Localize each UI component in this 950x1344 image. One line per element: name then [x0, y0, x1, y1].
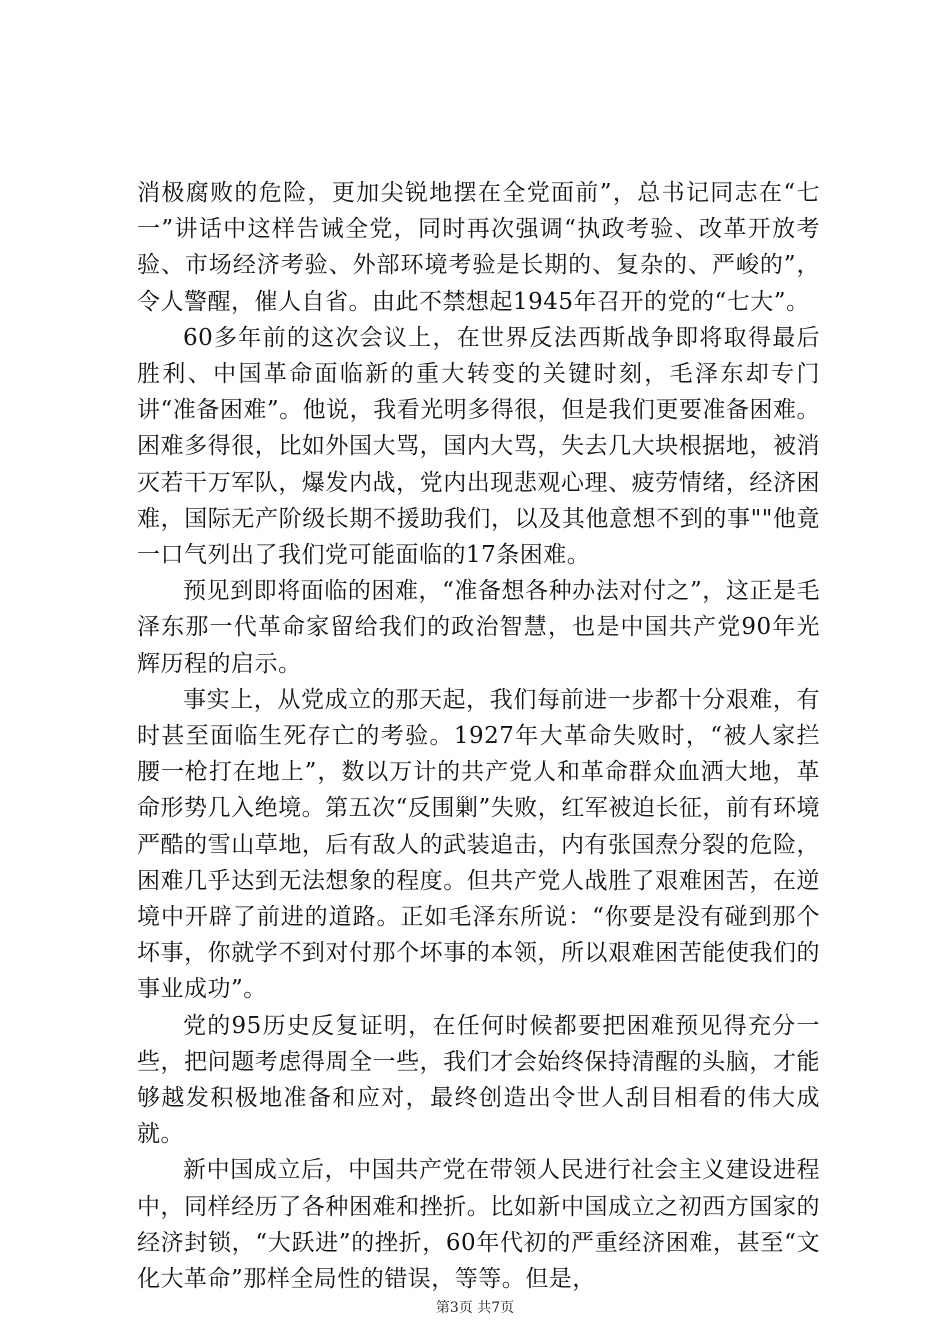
page-number-footer: 第3页 共7页 [435, 1300, 515, 1316]
paragraph: 60多年前的这次会议上，在世界反法西斯战争即将取得最后胜利、中国革命面临新的重大转变的关键时刻，毛泽东却专门讲“准备困难”。他说，我看光明多得很，但是我们更要准备困难。困难多得很，比如外国大骂，国内大骂，失去几大块根据地，被消灭若干万军队，爆发内战，党内出现悲观心理、疲劳情绪，经济困难，国际无产阶级长期不援助我们，以及其他意想不到的事""他竟一口气列出了我们党可能面临的17条困难。 [137, 324, 820, 569]
paragraph: 新中国成立后，中国共产党在带领人民进行社会主义建设进程中，同样经历了各种困难和挫折。比如新中国成立之初西方国家的经济封锁，“大跃进”的挫折，60年代初的严重经济困难，甚至“文化大革命”那样全局性的错误，等等。但是， [137, 1157, 820, 1293]
paragraph: 事实上，从党成立的那天起，我们每前进一步都十分艰难，有时甚至面临生死存亡的考验。1927年大革命失败时，“被人家拦腰一枪打在地上”，数以万计的共产党人和革命群众血洒大地，革命形势几入绝境。第五次“反围剿”失败，红军被迫长征，前有环境严酷的雪山草地，后有敌人的武装追击，内有张国焘分裂的危险，困难几乎达到无法想象的程度。但共产党人战胜了艰难困苦，在逆境中开辟了前进的道路。正如毛泽东所说：“你要是没有碰到那个坏事，你就学不到对付那个坏事的本领，所以艰难困苦能使我们的事业成功”。 [137, 686, 820, 1003]
paragraph: 党的95历史反复证明，在任何时候都要把困难预见得充分一些，把问题考虑得周全一些，我们才会始终保持清醒的头脑，才能够越发积极地准备和应对，最终创造出令世人刮目相看的伟大成就。 [137, 1012, 820, 1148]
document-body [137, 175, 820, 1297]
paragraph: 预见到即将面临的困难，“准备想各种办法对付之”，这正是毛泽东那一代革命家留给我们的政治智慧，也是中国共产党90年光辉历程的启示。 [137, 578, 820, 677]
paragraph: 消极腐败的危险，更加尖锐地摆在全党面前”，总书记同志在“七一”讲话中这样告诫全党，同时再次强调“执政考验、改革开放考验、市场经济考验、外部环境考验是长期的、复杂的、严峻的”，令人警醒，催人自省。由此不禁想起1945年召开的党的“七大”。 [137, 180, 820, 315]
